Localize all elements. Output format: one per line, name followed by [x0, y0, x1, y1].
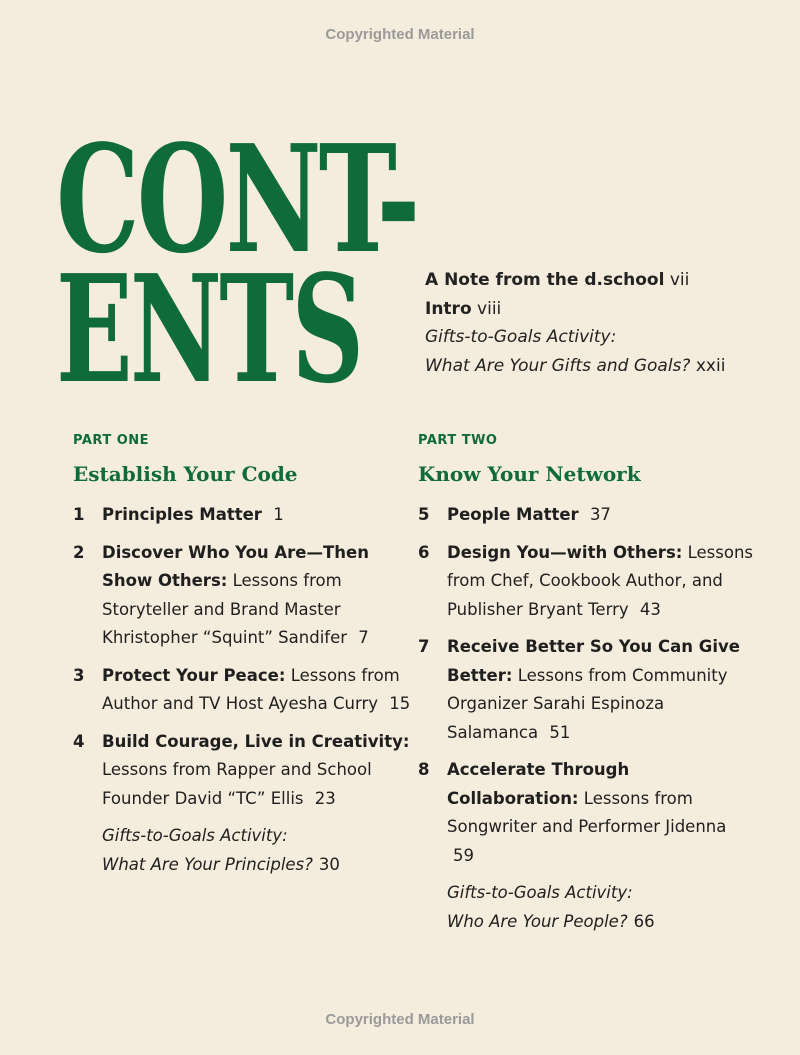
chapter-title: Discover Who You Are—Then Show Others:	[102, 542, 369, 590]
chapter-number: 3	[73, 665, 85, 685]
part-one-title[interactable]: Establish Your Code	[73, 462, 298, 486]
chapter-title: Design You—with Others:	[447, 542, 683, 562]
part-one-activity[interactable]	[102, 822, 413, 879]
chapter-number: 4	[73, 731, 85, 751]
chapter-title: Principles Matter	[102, 505, 262, 524]
chapter-page: 51	[549, 722, 571, 742]
part-two-section	[418, 433, 758, 936]
chapter-title: Protect Your Peace:	[102, 665, 286, 685]
front-matter-activity-title: What Are Your Gifts and Goals?	[425, 355, 691, 376]
chapter-1[interactable]	[73, 501, 413, 530]
front-matter-intro[interactable]	[425, 295, 725, 324]
chapter-number: 1	[73, 505, 85, 524]
chapter-description: Lessons from Rapper and School Founder David “TC” Ellis	[102, 760, 372, 808]
chapter-page: 43	[639, 599, 661, 619]
chapter-page: 59	[453, 845, 474, 865]
chapter-2[interactable]	[73, 539, 413, 653]
chapter-6[interactable]	[418, 539, 758, 625]
chapter-page: 7	[358, 628, 369, 647]
chapter-5[interactable]	[418, 501, 758, 530]
chapter-7[interactable]	[418, 633, 758, 747]
chapter-description: Lessons from Storyteller and Brand Master Khristopher “Squint” Sandifer	[102, 571, 348, 647]
copyright-watermark-bottom: Copyrighted Material	[325, 1011, 475, 1028]
chapter-title: Build Courage, Live in Creativity:	[102, 731, 410, 751]
part-one-label: PART ONE	[73, 433, 150, 448]
chapter-8[interactable]	[418, 756, 758, 870]
chapter-4[interactable]	[73, 728, 413, 814]
chapter-title: Accelerate Through Collaboration:	[447, 760, 630, 808]
activity-label: Gifts-to-Goals Activity:	[102, 826, 288, 845]
chapter-3[interactable]	[73, 662, 413, 719]
chapter-page: 37	[589, 505, 611, 524]
chapter-page: 23	[314, 788, 336, 808]
chapter-number: 6	[418, 542, 430, 562]
front-matter-activity-line2[interactable]	[425, 352, 725, 381]
part-two-label: PART TWO	[418, 433, 498, 448]
front-matter-intro-page: viii	[477, 298, 502, 319]
activity-page: 66	[633, 911, 655, 931]
activity-title: What Are Your Principles?	[102, 854, 313, 874]
copyright-watermark-top: Copyrighted Material	[325, 26, 475, 43]
part-two-activity[interactable]	[447, 879, 758, 936]
front-matter-note-page: vii	[669, 270, 690, 290]
activity-title: Who Are Your People?	[447, 911, 628, 931]
activity-page: 30	[318, 854, 340, 874]
front-matter-note[interactable]	[425, 266, 725, 295]
chapter-page: 1	[273, 505, 284, 524]
part-one-section	[73, 433, 413, 879]
chapter-number: 2	[73, 542, 85, 562]
contents-title-line2: ENTS	[56, 242, 362, 416]
chapter-title: Receive Better So You Can Give Better:	[447, 637, 740, 685]
front-matter-activity-line1[interactable]: Gifts-to-Goals Activity:	[425, 327, 617, 347]
chapter-description: Lessons from Author and TV Host Ayesha Curry	[102, 665, 400, 713]
front-matter-note-title: A Note from the d.school	[425, 270, 665, 290]
front-matter-intro-title: Intro	[425, 298, 472, 319]
activity-label: Gifts-to-Goals Activity:	[447, 883, 633, 902]
chapter-number: 7	[418, 637, 430, 656]
chapter-number: 8	[418, 760, 430, 779]
front-matter-list	[425, 266, 725, 380]
chapter-page: 15	[389, 694, 411, 713]
contents-title-line1: CONT-	[56, 112, 418, 286]
chapter-number: 5	[418, 505, 430, 524]
front-matter-activity-page: xxii	[695, 355, 726, 376]
chapter-description: Lessons from Community Organizer Sarahi Espinoza Salamanca	[447, 665, 728, 742]
chapter-title: People Matter	[447, 505, 579, 524]
part-two-title[interactable]: Know Your Network	[418, 462, 641, 486]
chapter-description: Lessons from Songwriter and Performer Jidenna	[447, 788, 727, 836]
chapter-description: Lessons from Chef, Cookbook Author, and Publisher Bryant Terry	[447, 542, 754, 619]
